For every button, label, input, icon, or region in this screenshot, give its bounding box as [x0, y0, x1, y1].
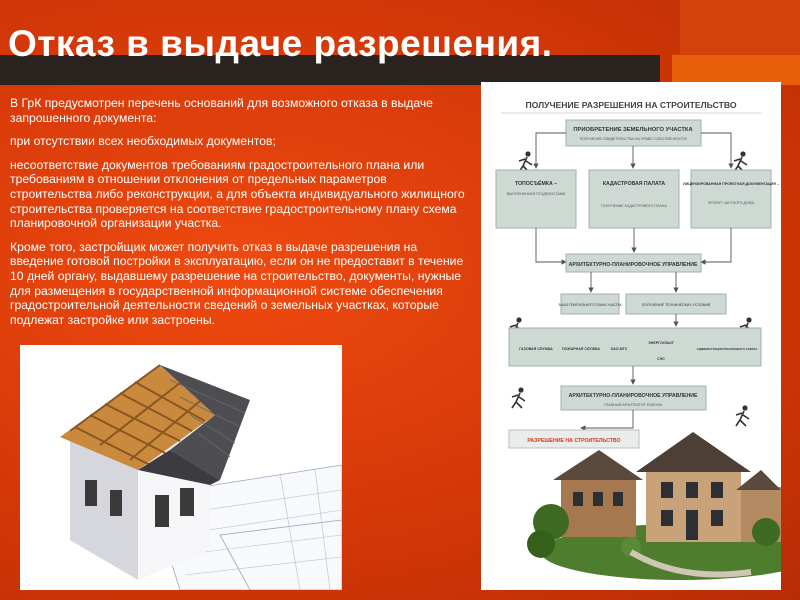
slide-title: Отказ в выдаче разрешения.	[8, 23, 553, 64]
step2-label: АРХИТЕКТУРНО-ПЛАНИРОВОЧНОЕ УПРАВЛЕНИЕ	[568, 262, 698, 268]
running-man-icon	[736, 405, 749, 426]
body-text	[10, 96, 472, 336]
step1-label: ПРИОБРЕТЕНИЕ ЗЕМЕЛЬНОГО УЧАСТКА	[573, 127, 693, 133]
service-item: ПОЖАРНАЯ СЛУЖБА	[562, 347, 600, 351]
house-illustration	[20, 345, 342, 590]
step3-sub: ГЛАВНЫЙ АРХИТЕКТОР РАЙОНА	[604, 403, 662, 407]
running-man-icon	[519, 151, 532, 172]
branch-right-label: ЛИЦЕНЗИРОВАННАЯ ПРОЕКТНАЯ ДОКУМЕНТАЦИЯ –	[683, 182, 779, 186]
branch-right-sub: ПРОЕКТ ЧАСТНОГО ДОМА	[707, 201, 755, 205]
branch-left-sub: ВЫПОЛНЕННАЯ ГЕОДЕЗИСТАМИ	[506, 192, 566, 196]
final-label: РАЗРЕШЕНИЕ НА СТРОИТЕЛЬСТВО	[527, 438, 621, 444]
branch-mid-sub: ПОЛУЧЕНИЕ КАДАСТРОВОГО ПЛАНА	[601, 204, 667, 208]
running-man-icon	[512, 387, 525, 408]
branch-mid-label: КАДАСТРОВАЯ ПАЛАТА	[602, 181, 666, 187]
sub-right: ПОЛУЧЕНИЕ ТЕХНИЧЕСКИХ УСЛОВИЙ	[641, 303, 711, 307]
running-man-icon	[734, 151, 747, 172]
paragraph: Кроме того, застройщик может получить отказ в выдаче разрешения на введение готовой постройки в эксплуатацию, если он не предоставит в течение 10 дней органу, выдавшему разрешение на строительство, документы, нужные для размещения в государственной информационной системе обеспечения градостроительной деятельности сведений о земельных участках, которые подлежат застройке или застроены.	[10, 239, 464, 327]
step1-sub: ПОЛУЧЕНИЕ СВИДЕТЕЛЬСТВА НА ПРАВО СОБСТВЕННОСТИ	[579, 137, 687, 141]
service-item: ОАО МТС	[610, 347, 628, 351]
step3-label: АРХИТЕКТУРНО-ПЛАНИРОВОЧНОЕ УПРАВЛЕНИЕ	[568, 393, 698, 399]
flowchart	[481, 82, 781, 590]
service-item: АДМИНИСТРАЦИЯ ПОСЕЛКОВОГО СОВЕТА	[696, 347, 758, 351]
accent-block	[672, 55, 800, 85]
diagram-title: ПОЛУЧЕНИЕ РАЗРЕШЕНИЯ НА СТРОИТЕЛЬСТВО	[525, 100, 737, 110]
service-item: ЭНЕРГОСБЫТ	[648, 341, 674, 345]
top-right-decor	[680, 0, 800, 55]
paragraph: несоответствие документов требованиям градостроительного плана или требованиям в отношении отклонения от предельных параметров строительства либо реконструкции, а для объекта индивидуального жилищного строительства проверяется на соответствие градостроительному плану схема планировочной организации участка.	[10, 157, 465, 231]
sub-left: ЗАКАЗ ГЕНЕРАЛЬНОГО ПЛАНА УЧАСТКА	[558, 303, 622, 307]
paragraph: В ГрК предусмотрен перечень оснований для возможного отказа в выдаче запрошенного документа:	[10, 96, 433, 125]
houses-photo	[527, 432, 781, 580]
service-item: ГАЗОВАЯ СЛУЖБА	[519, 347, 553, 351]
branch-left-label: ТОПОСЪЁМКА –	[514, 181, 558, 187]
service-item: СЭС	[657, 357, 665, 361]
paragraph: при отсутствии всех необходимых документов;	[10, 134, 276, 149]
